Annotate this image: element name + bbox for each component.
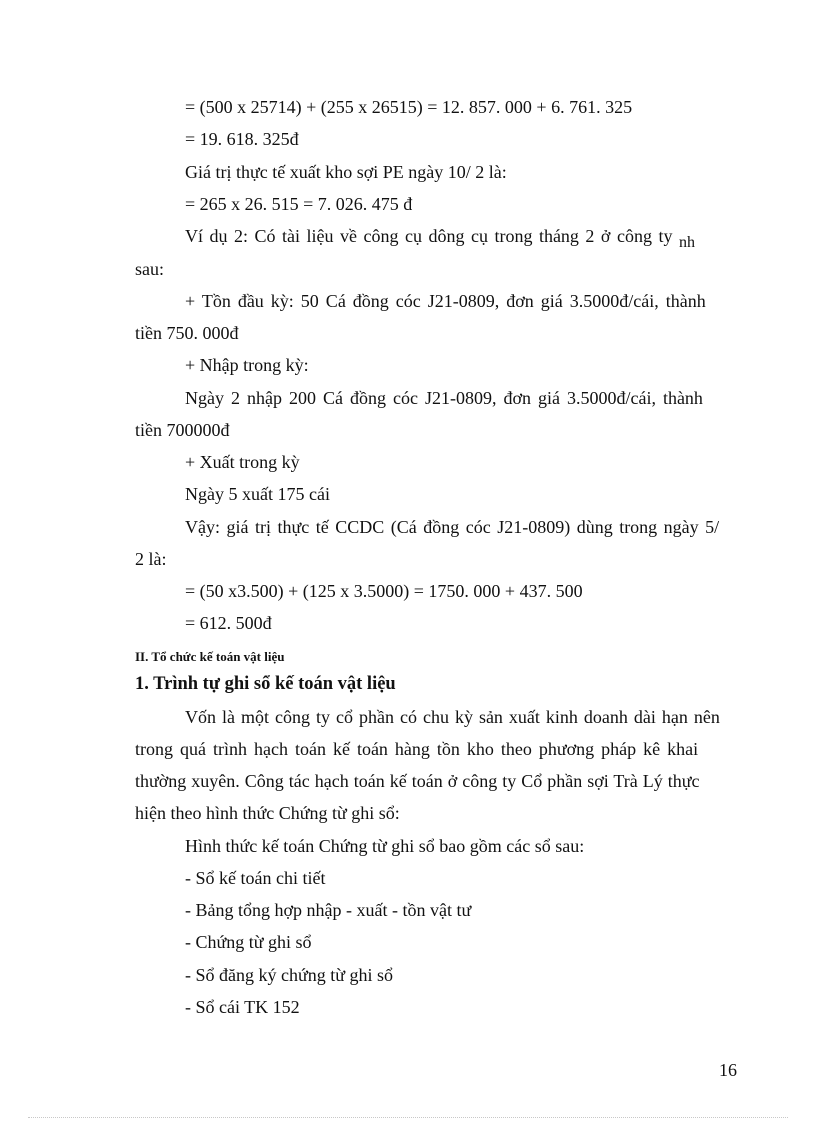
text-line: tiền 700000đ [135, 420, 230, 440]
inventory-line: + Tồn đầu kỳ: 50 Cá đồng cóc J21-0809, đơn giá 3.5000đ/cái, thành [185, 291, 706, 311]
text-line: Giá trị thực tế xuất kho sợi PE ngày 10/ 2 là: [185, 162, 507, 182]
example-heading-line [185, 225, 695, 249]
page-number: 16 [719, 1060, 737, 1080]
text-line: sau: [135, 259, 164, 279]
list-item: - Chứng từ ghi sổ [185, 932, 312, 952]
text-line: Ngày 5 xuất 175 cái [185, 484, 330, 504]
text-line: Ngày 2 nhập 200 Cá đồng cóc J21-0809, đơn giá 3.5000đ/cái, thành [185, 388, 703, 408]
section-heading: II. Tổ chức kế toán vật liệu [135, 649, 285, 664]
text-line: 2 là: [135, 549, 167, 569]
text-line: + Nhập trong kỳ: [185, 355, 309, 375]
page-bottom-divider [28, 1117, 788, 1118]
paragraph-line: Hình thức kế toán Chứng từ ghi sổ bao gồm các sổ sau: [185, 836, 585, 856]
list-item: - Sổ đăng ký chứng từ ghi sổ [185, 965, 394, 985]
formula-result: = 19. 618. 325đ [185, 129, 299, 149]
list-item: - Sổ cái TK 152 [185, 997, 300, 1017]
text-line: + Xuất trong kỳ [185, 452, 300, 472]
formula-line: = (50 x3.500) + (125 x 3.5000) = 1750. 000 + 437. 500 [185, 581, 583, 601]
text-line: tiền 750. 000đ [135, 323, 239, 343]
formula-line: = (500 x 25714) + (255 x 26515) = 12. 857. 000 + 6. 761. 325 [185, 97, 633, 117]
example-text: Ví dụ 2: Có tài liệu về công cụ dông cụ trong tháng 2 ở công ty [185, 226, 673, 246]
paragraph-line: trong quá trình hạch toán kế toán hàng tồn kho theo phương pháp kê khai [135, 739, 699, 759]
formula-line: = 265 x 26. 515 = 7. 026. 475 đ [185, 194, 413, 214]
paragraph-line: Vốn là một công ty cổ phần có chu kỳ sản xuất kinh doanh dài hạn nên [185, 707, 720, 727]
paragraph-line: thường xuyên. Công tác hạch toán kế toán ở công ty Cổ phần sợi Trà Lý thực [135, 771, 700, 791]
text-line: Vậy: giá trị thực tế CCDC (Cá đồng cóc J21-0809) dùng trong ngày 5/ [185, 517, 720, 537]
list-item: - Bảng tổng hợp nhập - xuất - tồn vật tư [185, 900, 472, 920]
formula-result: = 612. 500đ [185, 613, 272, 633]
list-item: - Sổ kế toán chi tiết [185, 868, 326, 888]
example-text-tail: nh [678, 234, 695, 251]
subsection-heading: 1. Trình tự ghi sổ kế toán vật liệu [135, 674, 396, 694]
paragraph-line: hiện theo hình thức Chứng từ ghi sổ: [135, 803, 400, 823]
